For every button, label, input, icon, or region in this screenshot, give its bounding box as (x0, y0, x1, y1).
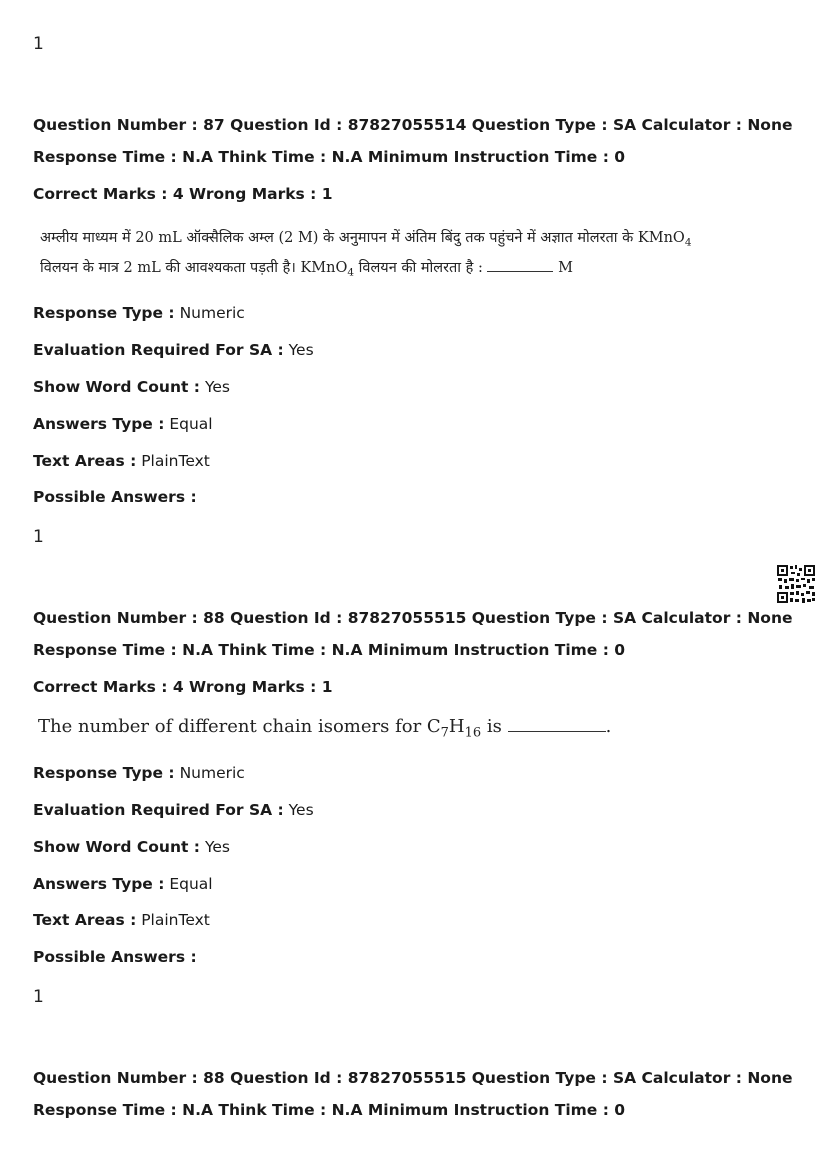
label: Show Word Count : (33, 378, 200, 396)
q87-text-part: विलयन की मोलरता है : (358, 260, 483, 276)
q88-possible-answers-label: Possible Answers : (33, 948, 197, 966)
label: Evaluation Required For SA : (33, 801, 284, 819)
q88-show-word-count (33, 838, 230, 856)
q88-marks: Correct Marks : 4 Wrong Marks : 1 (33, 678, 333, 696)
q87-text-part: अम्लीय माध्यम में 20 mL ऑक्सैलिक अम्ल (2 M) के अनुमापन में अंतिम बिंदु तक पहुंचने में अज्ञात मोलरता के KMnO (40, 230, 685, 246)
q88b-header-line2: Response Time : N.A Think Time : N.A Minimum Instruction Time : 0 (33, 1101, 626, 1119)
q87-evaluation-required (33, 341, 314, 359)
q87-possible-answer: 1 (33, 527, 44, 547)
value: Numeric (179, 764, 245, 782)
q87-text-areas (33, 452, 210, 470)
label: Text Areas : (33, 452, 137, 470)
q88-evaluation-required (33, 801, 314, 819)
q87-answer-blank (487, 271, 553, 272)
value: Yes (288, 341, 314, 359)
label: Answers Type : (33, 415, 165, 433)
q87-header-line2: Response Time : N.A Think Time : N.A Minimum Instruction Time : 0 (33, 148, 626, 166)
q88-possible-answer: 1 (33, 987, 44, 1007)
q88-text-part: The number of different chain isomers for C (38, 716, 441, 737)
q88-answer-blank (508, 731, 606, 732)
q87-possible-answers-label: Possible Answers : (33, 488, 197, 506)
q88-answers-type (33, 875, 213, 893)
q88-subscript: 16 (464, 725, 482, 741)
value: PlainText (141, 452, 210, 470)
q87-unit: M (558, 260, 573, 276)
q87-marks: Correct Marks : 4 Wrong Marks : 1 (33, 185, 333, 203)
value: PlainText (141, 911, 210, 929)
q88-text-areas (33, 911, 210, 929)
q88-subscript: 7 (440, 725, 449, 741)
q87-header-line1: Question Number : 87 Question Id : 87827055514 Question Type : SA Calculator : None (33, 116, 793, 134)
q87-answers-type (33, 415, 213, 433)
value: Equal (169, 415, 213, 433)
label: Response Type : (33, 764, 175, 782)
label: Answers Type : (33, 875, 165, 893)
value: Equal (169, 875, 213, 893)
value: Yes (204, 838, 230, 856)
q88-header-line1: Question Number : 88 Question Id : 87827055515 Question Type : SA Calculator : None (33, 609, 793, 627)
label: Show Word Count : (33, 838, 200, 856)
label: Response Type : (33, 304, 175, 322)
value: Yes (204, 378, 230, 396)
q88-text-part: H (448, 716, 465, 737)
q88-response-type (33, 764, 245, 782)
q88-header-line2: Response Time : N.A Think Time : N.A Minimum Instruction Time : 0 (33, 641, 626, 659)
q87-response-type (33, 304, 245, 322)
q87-show-word-count (33, 378, 230, 396)
q88b-header-line1: Question Number : 88 Question Id : 87827055515 Question Type : SA Calculator : None (33, 1069, 793, 1087)
q87-question-text-line2 (40, 257, 573, 279)
q88-question-text (38, 716, 612, 741)
q87-text-part: विलयन के मात्र 2 mL की आवश्यकता पड़ती है। KMnO (40, 260, 348, 276)
q88-text-end: . (605, 716, 612, 737)
q87-subscript: 4 (347, 266, 355, 279)
qr-code-icon (776, 564, 816, 604)
q87-subscript: 4 (684, 236, 692, 249)
value: Yes (288, 801, 314, 819)
label: Evaluation Required For SA : (33, 341, 284, 359)
page-top-number: 1 (33, 34, 44, 54)
value: Numeric (179, 304, 245, 322)
q87-question-text-line1 (40, 227, 691, 249)
q88-text-part: is (481, 716, 502, 737)
label: Text Areas : (33, 911, 137, 929)
